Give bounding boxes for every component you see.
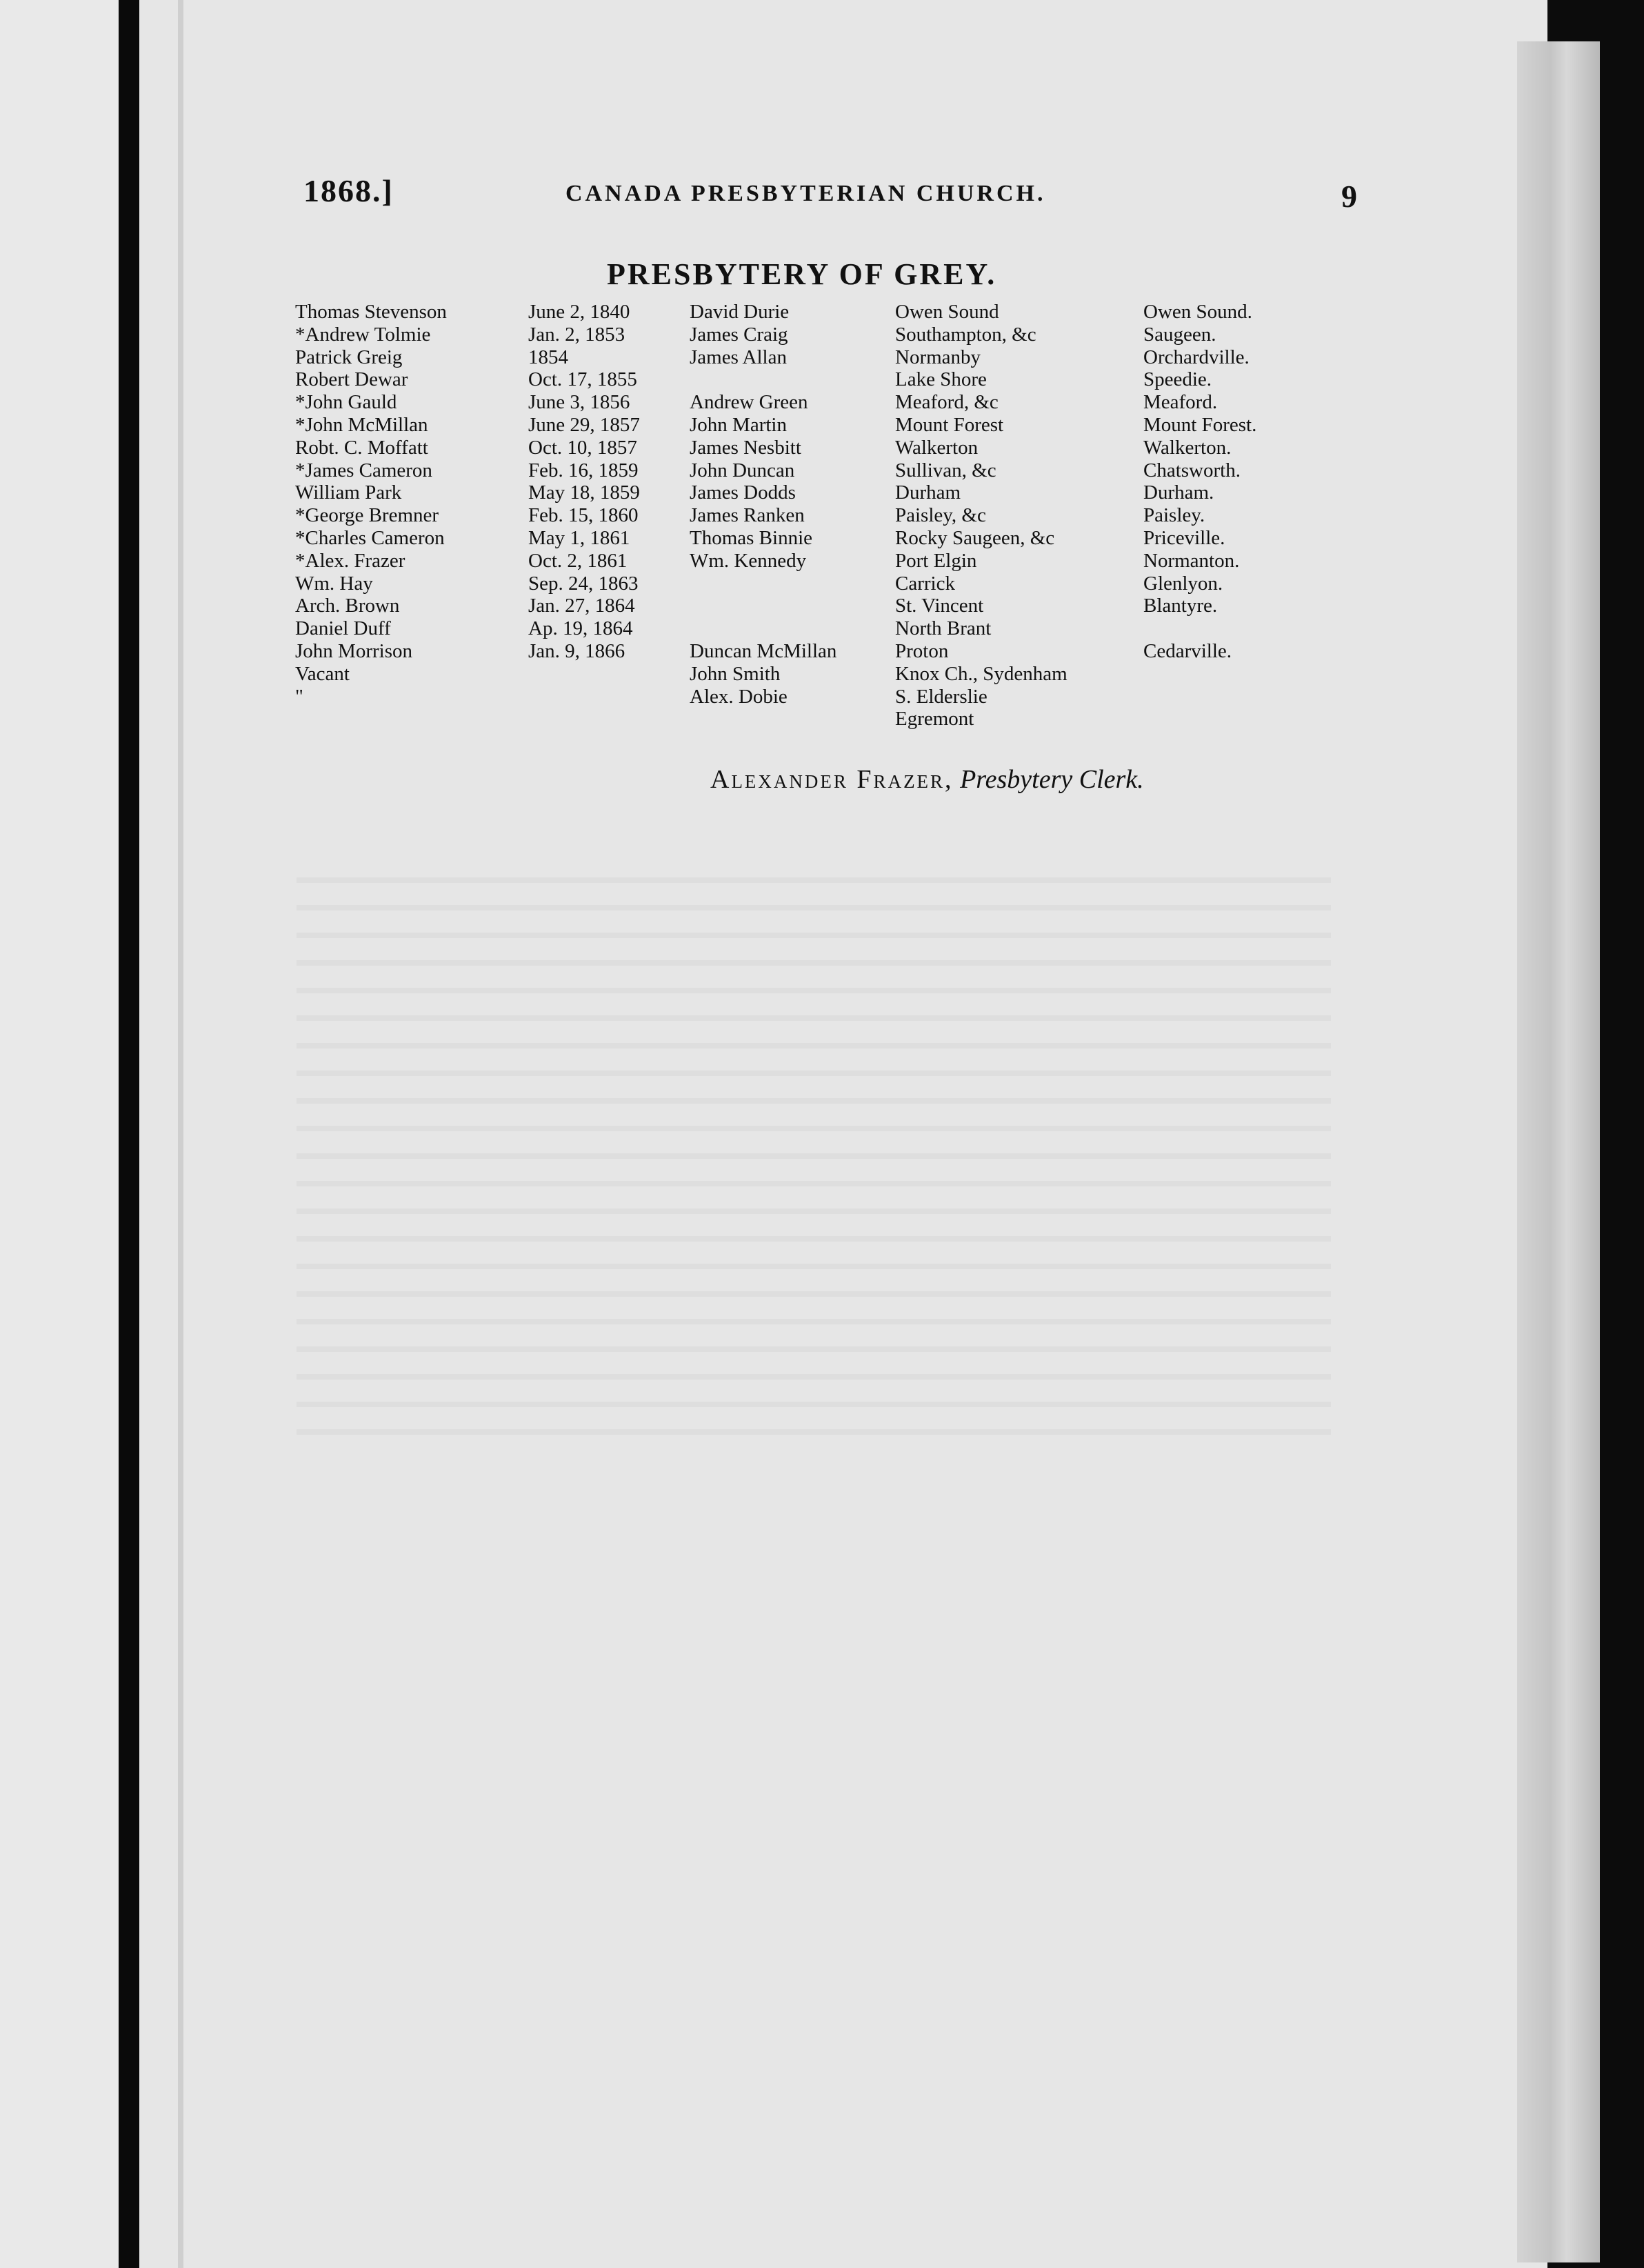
roll-row: [295, 437, 1316, 459]
congregation-name: Rocky Saugeen, &c: [895, 526, 1055, 549]
elder-name: John Smith: [690, 662, 781, 685]
induction-date: Sep. 24, 1863: [528, 572, 639, 595]
minister-name: Robert Dewar: [295, 368, 408, 391]
post-office: Durham.: [1143, 481, 1214, 504]
induction-date: Feb. 15, 1860: [528, 504, 639, 527]
facing-page-edge: [0, 0, 119, 2268]
post-office: Meaford.: [1143, 391, 1218, 414]
show-through-text: [297, 855, 1331, 1449]
post-office: Walkerton.: [1143, 436, 1232, 459]
header-title: CANADA PRESBYTERIAN CHURCH.: [565, 181, 1046, 206]
roll-row: [295, 527, 1316, 550]
elder-name: James Allan: [690, 346, 787, 368]
minister-name: Daniel Duff: [295, 617, 391, 640]
post-office: Priceville.: [1143, 526, 1225, 549]
post-office: Glenlyon.: [1143, 572, 1223, 595]
congregation-name: Lake Shore: [895, 368, 987, 391]
induction-date: Ap. 19, 1864: [528, 617, 633, 640]
roll-row: [295, 640, 1316, 663]
roll-row: [295, 346, 1316, 369]
congregation-name: Owen Sound: [895, 301, 999, 323]
elder-name: Duncan McMillan: [690, 639, 837, 662]
congregation-name: Carrick: [895, 572, 955, 595]
induction-date: Jan. 27, 1864: [528, 595, 635, 617]
post-office: Blantyre.: [1143, 595, 1218, 617]
induction-date: Feb. 16, 1859: [528, 459, 639, 481]
congregation-name: Meaford, &c: [895, 391, 999, 414]
post-office: Owen Sound.: [1143, 301, 1252, 323]
gutter-shadow-line: [178, 0, 183, 2268]
post-office: Speedie.: [1143, 368, 1212, 391]
roll-row: [295, 708, 1316, 730]
roll-row: [295, 504, 1316, 527]
minister-name: *James Cameron: [295, 459, 432, 481]
elder-name: Alex. Dobie: [690, 685, 788, 708]
induction-date: Oct. 10, 1857: [528, 436, 637, 459]
minister-name: John Morrison: [295, 639, 412, 662]
minister-name: *Andrew Tolmie: [295, 323, 431, 346]
congregation-name: North Brant: [895, 617, 992, 640]
minister-name: ": [295, 685, 303, 708]
congregation-name: Sullivan, &c: [895, 459, 996, 481]
induction-date: 1854: [528, 346, 568, 368]
elder-name: James Dodds: [690, 481, 796, 504]
roll-row: [295, 414, 1316, 437]
minister-name: *Charles Cameron: [295, 526, 445, 549]
minister-name: Wm. Hay: [295, 572, 373, 595]
roll-row: [295, 617, 1316, 640]
post-office: Normanton.: [1143, 549, 1240, 572]
running-header: [303, 172, 1545, 228]
page-number: 9: [1341, 179, 1357, 214]
induction-date: May 1, 1861: [528, 526, 630, 549]
congregation-name: Normanby: [895, 346, 981, 368]
induction-date: May 18, 1859: [528, 481, 640, 504]
congregation-name: Paisley, &c: [895, 504, 986, 527]
induction-date: June 3, 1856: [528, 391, 630, 414]
minister-name: Robt. C. Moffatt: [295, 436, 428, 459]
congregation-name: Port Elgin: [895, 549, 977, 572]
page-stack-edge: [1517, 41, 1600, 2262]
clerk-title: Presbytery Clerk.: [960, 765, 1144, 794]
induction-date: Jan. 2, 1853: [528, 323, 625, 346]
minister-name: *George Bremner: [295, 504, 439, 527]
roll-row: [295, 301, 1316, 324]
elder-name: James Craig: [690, 323, 788, 346]
minister-name: Patrick Greig: [295, 346, 403, 368]
header-year: 1868.]: [303, 173, 394, 208]
binding-gutter: [119, 0, 139, 2268]
roll-row: [295, 663, 1316, 686]
presbytery-roll: [295, 301, 1316, 730]
roll-row: [295, 324, 1316, 346]
minister-name: *John McMillan: [295, 413, 428, 436]
induction-date: Oct. 17, 1855: [528, 368, 637, 391]
roll-row: [295, 686, 1316, 708]
congregation-name: S. Elderslie: [895, 685, 988, 708]
minister-name: William Park: [295, 481, 402, 504]
induction-date: Oct. 2, 1861: [528, 549, 628, 572]
elder-name: James Ranken: [690, 504, 805, 527]
post-office: Cedarville.: [1143, 639, 1232, 662]
minister-name: *John Gauld: [295, 391, 397, 414]
roll-row: [295, 573, 1316, 595]
roll-row: [295, 595, 1316, 617]
post-office: Paisley.: [1143, 504, 1205, 527]
elder-name: John Duncan: [690, 459, 795, 481]
roll-row: [295, 391, 1316, 414]
induction-date: June 29, 1857: [528, 413, 640, 436]
elder-name: Thomas Binnie: [690, 526, 813, 549]
clerk-name: Alexander Frazer,: [710, 765, 954, 794]
minister-name: Vacant: [295, 662, 350, 685]
post-office: Saugeen.: [1143, 323, 1216, 346]
roll-row: [295, 481, 1316, 504]
roll-row: [295, 550, 1316, 573]
congregation-name: Walkerton: [895, 436, 979, 459]
scan-border: [1600, 0, 1644, 2268]
minister-name: Thomas Stevenson: [295, 301, 447, 323]
signature-line: [710, 764, 1144, 795]
post-office: Chatsworth.: [1143, 459, 1241, 481]
congregation-name: Mount Forest: [895, 413, 1004, 436]
induction-date: Jan. 9, 1866: [528, 639, 625, 662]
congregation-name: Knox Ch., Sydenham: [895, 662, 1067, 685]
elder-name: John Martin: [690, 413, 787, 436]
minister-name: Arch. Brown: [295, 595, 400, 617]
induction-date: June 2, 1840: [528, 301, 630, 323]
congregation-name: Southampton, &c: [895, 323, 1036, 346]
roll-row: [295, 368, 1316, 391]
elder-name: Wm. Kennedy: [690, 549, 807, 572]
roll-row: [295, 459, 1316, 482]
congregation-name: Durham: [895, 481, 961, 504]
minister-name: *Alex. Frazer: [295, 549, 405, 572]
post-office: Orchardville.: [1143, 346, 1250, 368]
elder-name: James Nesbitt: [690, 436, 801, 459]
congregation-name: Proton: [895, 639, 949, 662]
elder-name: Andrew Green: [690, 391, 808, 414]
congregation-name: Egremont: [895, 708, 974, 730]
section-title: PRESBYTERY OF GREY.: [607, 257, 997, 291]
congregation-name: St. Vincent: [895, 595, 984, 617]
elder-name: David Durie: [690, 301, 790, 323]
post-office: Mount Forest.: [1143, 413, 1257, 436]
